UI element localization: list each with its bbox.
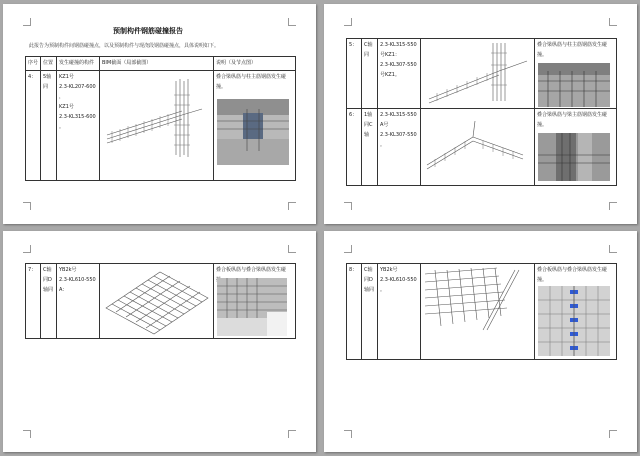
- report-intro: 此报告为预制构件间钢筋碰撞点，以及预制构件与现浇段钢筋碰撞点，具体说明如下。: [29, 43, 220, 49]
- margin-mark: [23, 430, 31, 438]
- site-photo: [217, 99, 289, 165]
- row-location: 5轴同: [41, 71, 57, 181]
- row-number: 6：: [347, 109, 362, 186]
- description-text: 叠合梁纵筋与柱主筋钢筋发生碰撞。: [216, 74, 287, 90]
- description-text: 叠合梁纵筋与梁主筋钢筋发生碰撞。: [537, 112, 608, 128]
- row-location: C轴同D轴同: [41, 264, 57, 339]
- rebar-model-image: [102, 266, 212, 338]
- rebar-model-image: [423, 111, 533, 181]
- margin-mark: [23, 18, 31, 26]
- description-cell: [214, 264, 296, 339]
- row-components: [57, 71, 100, 181]
- collision-table: [346, 263, 617, 360]
- component-line: A号: [380, 122, 389, 128]
- component-line: KZ1号: [59, 74, 74, 80]
- row-location: 1轴同C轴: [362, 109, 378, 186]
- margin-mark: [344, 245, 352, 253]
- rebar-model-image: [102, 75, 212, 170]
- header-no: 序号: [26, 57, 41, 71]
- description-cell: [535, 109, 617, 186]
- margin-mark: [344, 202, 352, 210]
- component-line: 2.3-KL307-550: [380, 132, 417, 138]
- component-line: YB2k号: [59, 267, 77, 273]
- margin-mark: [609, 202, 617, 210]
- component-line: 2.3-KL315-600: [59, 114, 96, 120]
- site-photo: [217, 278, 287, 336]
- bim-image-cell: [100, 71, 214, 181]
- description-text: 叠合梁纵筋与柱主筋钢筋发生碰撞。: [537, 42, 608, 58]
- margin-mark: [344, 18, 352, 26]
- row-location: C轴同D轴同: [362, 264, 378, 360]
- margin-mark: [288, 430, 296, 438]
- header-location: 位置: [41, 57, 57, 71]
- row-number: 5：: [347, 39, 362, 109]
- component-line: 号KZ1。: [380, 72, 400, 78]
- collision-table: [25, 263, 296, 339]
- row-components: [378, 109, 421, 186]
- description-text: 叠合板纵筋与叠合梁纵筋发生碰: [216, 267, 287, 273]
- report-page-2: [324, 4, 637, 224]
- header-description: 说明（及节点图）: [214, 57, 296, 71]
- row-location: C轴同: [362, 39, 378, 109]
- margin-mark: [288, 202, 296, 210]
- table-row: [26, 264, 296, 339]
- report-title: 预制构件钢筋碰撞报告: [113, 27, 183, 35]
- margin-mark: [609, 245, 617, 253]
- site-photo: [538, 286, 610, 356]
- description-text: 叠合板纵筋与叠合梁纵筋发生碰撞。: [537, 267, 608, 283]
- component-line: KZ1号: [59, 104, 74, 110]
- component-line: 。: [380, 142, 386, 148]
- description-cell: [535, 39, 617, 109]
- bim-image-cell: [421, 39, 535, 109]
- collision-table: [346, 38, 617, 186]
- component-line: A：: [59, 287, 68, 293]
- component-line: 2.3-KL315-550: [380, 112, 417, 118]
- row-components: [378, 264, 421, 360]
- row-number: 4：: [26, 71, 41, 181]
- row-components: [378, 39, 421, 109]
- report-page-3: [3, 231, 316, 452]
- row-components: [57, 264, 100, 339]
- component-line: YB2k号: [380, 267, 398, 273]
- bim-image-cell: [421, 264, 535, 360]
- report-page-1: [3, 4, 316, 224]
- description-cell: [214, 71, 296, 181]
- row-number: 8：: [347, 264, 362, 360]
- margin-mark: [23, 245, 31, 253]
- margin-mark: [609, 18, 617, 26]
- component-line: 2.3-KL315-550: [380, 42, 417, 48]
- description-cell: [535, 264, 617, 360]
- site-photo: [538, 133, 610, 181]
- margin-mark: [344, 430, 352, 438]
- margin-mark: [609, 430, 617, 438]
- table-row: [26, 71, 296, 181]
- row-number: 7：: [26, 264, 41, 339]
- component-line: 。: [59, 124, 65, 130]
- collision-table: [25, 56, 296, 181]
- rebar-model-image: [423, 266, 533, 332]
- margin-mark: [288, 245, 296, 253]
- table-row: [347, 109, 617, 186]
- component-line: 2.3-KL610-550: [380, 277, 417, 283]
- margin-mark: [288, 18, 296, 26]
- component-line: 2.3-KL207-600: [59, 84, 96, 90]
- component-line: ，: [59, 94, 65, 100]
- component-line: 号KZ1：: [380, 52, 400, 58]
- component-line: 。: [380, 287, 386, 293]
- table-header-row: [26, 57, 296, 71]
- rebar-model-image: [423, 41, 533, 105]
- table-row: [347, 264, 617, 360]
- header-bim-section: BIM截面（局部截图）: [100, 57, 214, 71]
- report-page-4: [324, 231, 637, 452]
- bim-image-cell: [421, 109, 535, 186]
- component-line: 2.3-KL307-550: [380, 62, 417, 68]
- component-line: 2.3-KL610-550: [59, 277, 96, 283]
- margin-mark: [23, 202, 31, 210]
- header-components: 发生碰撞的构件: [57, 57, 100, 71]
- table-row: [347, 39, 617, 109]
- site-photo: [538, 63, 610, 107]
- bim-image-cell: [100, 264, 214, 339]
